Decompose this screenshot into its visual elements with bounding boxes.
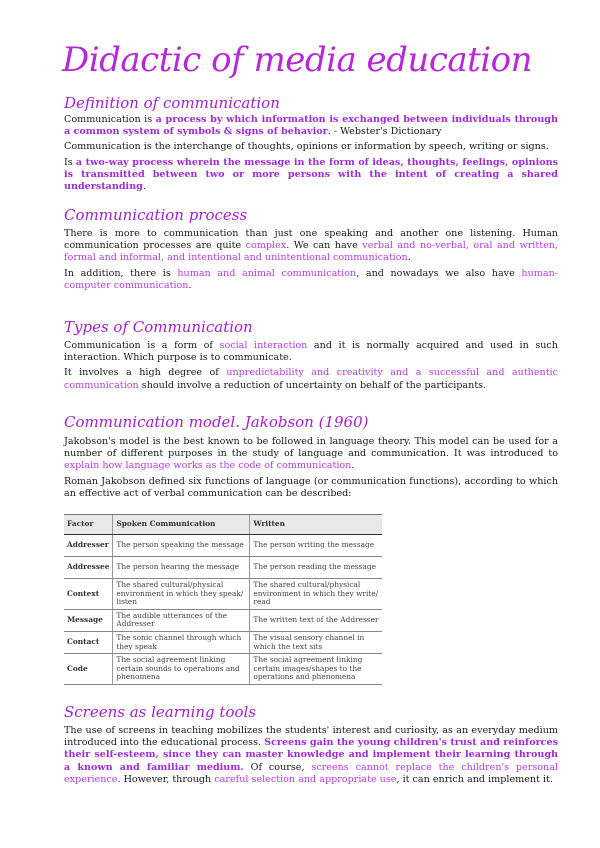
cell-written: The social agreement linking certain images/shapes to the operations and phenomena <box>250 654 382 685</box>
cell-factor: Addressee <box>64 557 113 579</box>
cell-spoken: The shared cultural/physical environment in which they speak/ listen <box>113 579 250 610</box>
heading-communication-process: Communication process <box>64 206 248 224</box>
table-row <box>64 579 382 610</box>
cell-factor: Addresser <box>64 535 113 557</box>
cell-factor: Message <box>64 609 113 631</box>
cell-spoken: The person speaking the message <box>113 535 250 557</box>
heading-types-of-communication: Types of Communication <box>64 318 253 336</box>
table-row <box>64 535 382 557</box>
cell-written: The written text of the Addresser <box>250 609 382 631</box>
cell-factor: Context <box>64 579 113 610</box>
table-header-row <box>64 515 382 535</box>
screens-para-1: The use of screens in teaching mobilizes the students' interest and curiosity, as an everyday medium introduced into the educational process. Screens gain the young children's trust and reinforces their self-esteem, since they can master knowledge and implement their learning through a known and familiar medium. Of course, screens cannot replace the children's personal experience. However, through careful selection and appropriate use, it can enrich and implement it. <box>64 725 558 785</box>
cell-written: The person reading the message <box>250 557 382 579</box>
process-body <box>64 228 558 295</box>
process-para-2: In addition, there is human and animal communication, and nowadays we also have human-computer communication. <box>64 267 558 291</box>
cell-spoken: The audible utterances of the Addresser <box>113 609 250 631</box>
types-para-2: It involves a high degree of unpredictability and creativity and a successful and authentic communication should involve a reduction of uncertainty on behalf of the participants. <box>64 367 558 391</box>
screens-body <box>64 725 558 789</box>
definition-para-2: Communication is the interchange of thoughts, opinions or information by speech, writing or signs. <box>64 141 549 153</box>
definition-body <box>64 114 558 196</box>
table-row <box>64 654 382 685</box>
definition-para-3: Is a two-way process wherein the message in the form of ideas, thoughts, feelings, opinions is transmitted between two or more persons with the intent of creating a shared understanding. <box>64 156 558 193</box>
table-row <box>64 609 382 631</box>
cell-written: The person writing the message <box>250 535 382 557</box>
heading-definition: Definition of communication <box>64 94 280 112</box>
types-body <box>64 340 558 395</box>
page-title: Didactic of media education <box>62 40 533 80</box>
cell-written: The visual sensory channel in which the text sits <box>250 631 382 653</box>
table-row <box>64 557 382 579</box>
model-para-1: Jakobson's model is the best known to be followed in language theory. This model can be used for a number of different purposes in the study of language and communication. It was introduced to explain how language works as the code of communication. <box>64 436 558 472</box>
cell-factor: Contact <box>64 631 113 653</box>
cell-spoken: The sonic channel through which they speak <box>113 631 250 653</box>
process-para-1: There is more to communication than just one speaking and another one listening. Human communication processes are quite complex. We can have verbal and no-verbal, oral and written, formal and informal, and intentional and unintentional communication. <box>64 228 558 264</box>
definition-para-1: Communication is a process by which information is exchanged between individuals through a common system of symbols & signs of behavior. - Webster's Dictionary <box>64 114 558 138</box>
cell-spoken: The person hearing the message <box>113 557 250 579</box>
cell-spoken: The social agreement linking certain sounds to operations and phenomena <box>113 654 250 685</box>
heading-communication-model: Communication model. Jakobson (1960) <box>64 413 369 431</box>
cell-factor: Code <box>64 654 113 685</box>
header-factor: Factor <box>64 515 113 535</box>
model-body <box>64 436 558 503</box>
table-row <box>64 631 382 653</box>
header-spoken: Spoken Communication <box>113 515 250 535</box>
jakobson-functions-table <box>64 514 382 685</box>
header-written: Written <box>250 515 382 535</box>
types-para-1: Communication is a form of social interaction and it is normally acquired and used in such interaction. Which purpose is to communicate. <box>64 340 558 364</box>
cell-written: The shared cultural/physical environment in which they write/ read <box>250 579 382 610</box>
heading-screens-as-learning-tools: Screens as learning tools <box>64 703 256 721</box>
model-para-2: Roman Jakobson defined six functions of language (or communication functions), according to which an effective act of verbal communication can be described: <box>64 475 558 499</box>
